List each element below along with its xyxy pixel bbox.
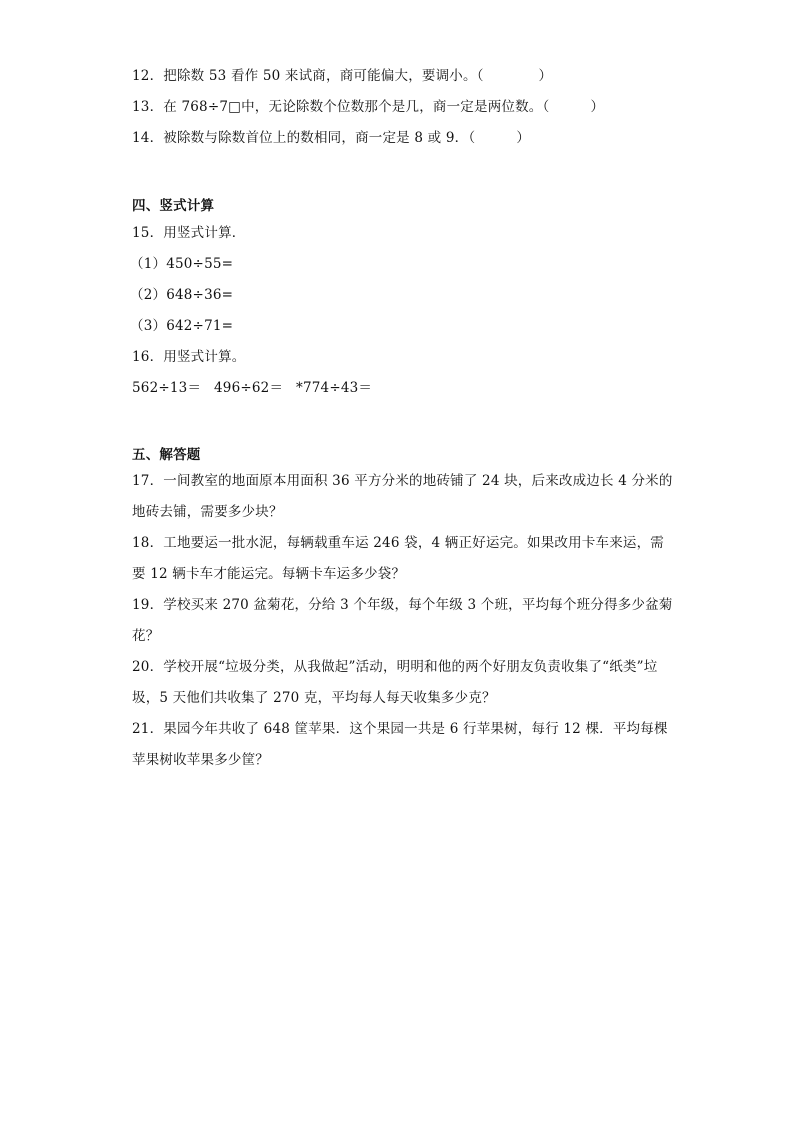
question-21-line-1: 21．果园今年共收了 648 筐苹果．这个果园一共是 6 行苹果树，每行 12 棵．平均每棵 [132, 721, 668, 737]
question-19-line-2: 花？ [132, 628, 160, 644]
question-16-item-1: 562÷13＝ [132, 380, 202, 396]
question-15-item-3: （3）642÷71= [130, 318, 234, 334]
question-18-line-2: 要 12 辆卡车才能运完。每辆卡车运多少袋？ [132, 566, 406, 582]
question-14: 14．被除数与除数首位上的数相同，商一定是 8 或 9．（ ） [132, 130, 531, 146]
question-16-item-2: 496÷62＝ [214, 380, 284, 396]
question-12: 12．把除数 53 看作 50 来试商，商可能偏大，要调小。（ ） [132, 68, 553, 84]
question-15: 15．用竖式计算． [132, 225, 246, 241]
question-16-items [132, 378, 372, 398]
question-15-item-2: （2）648÷36= [130, 287, 234, 303]
question-16: 16．用竖式计算。 [132, 349, 246, 365]
question-19-line-1: 19．学校买来 270 盆菊花，分给 3 个年级，每个年级 3 个班，平均每个班分得多少盆菊 [132, 597, 673, 613]
question-20-line-1: 20．学校开展“垃圾分类，从我做起”活动，明明和他的两个好朋友负责收集了“纸类”垃 [132, 659, 658, 675]
question-15-item-1: （1）450÷55= [130, 256, 234, 272]
question-20-line-2: 圾，5 天他们共收集了 270 克，平均每人每天收集多少克？ [132, 690, 496, 706]
section-heading-vertical-calc: 四、竖式计算 [132, 198, 215, 214]
question-17-line-1: 17．一间教室的地面原本用面积 36 平方分米的地砖铺了 24 块，后来改成边长 4 分米的 [132, 473, 673, 489]
question-13: 13．在 768÷7□中，无论除数个位数那个是几，商一定是两位数。（ ） [132, 99, 605, 115]
question-21-line-2: 苹果树收苹果多少筐？ [132, 752, 269, 768]
section-heading-word-problems: 五、解答题 [132, 447, 201, 463]
question-17-line-2: 地砖去铺，需要多少块？ [132, 504, 283, 520]
question-16-item-3: *774÷43＝ [296, 380, 373, 396]
question-18-line-1: 18．工地要运一批水泥，每辆载重车运 246 袋，4 辆正好运完。如果改用卡车来运，需 [132, 535, 665, 551]
